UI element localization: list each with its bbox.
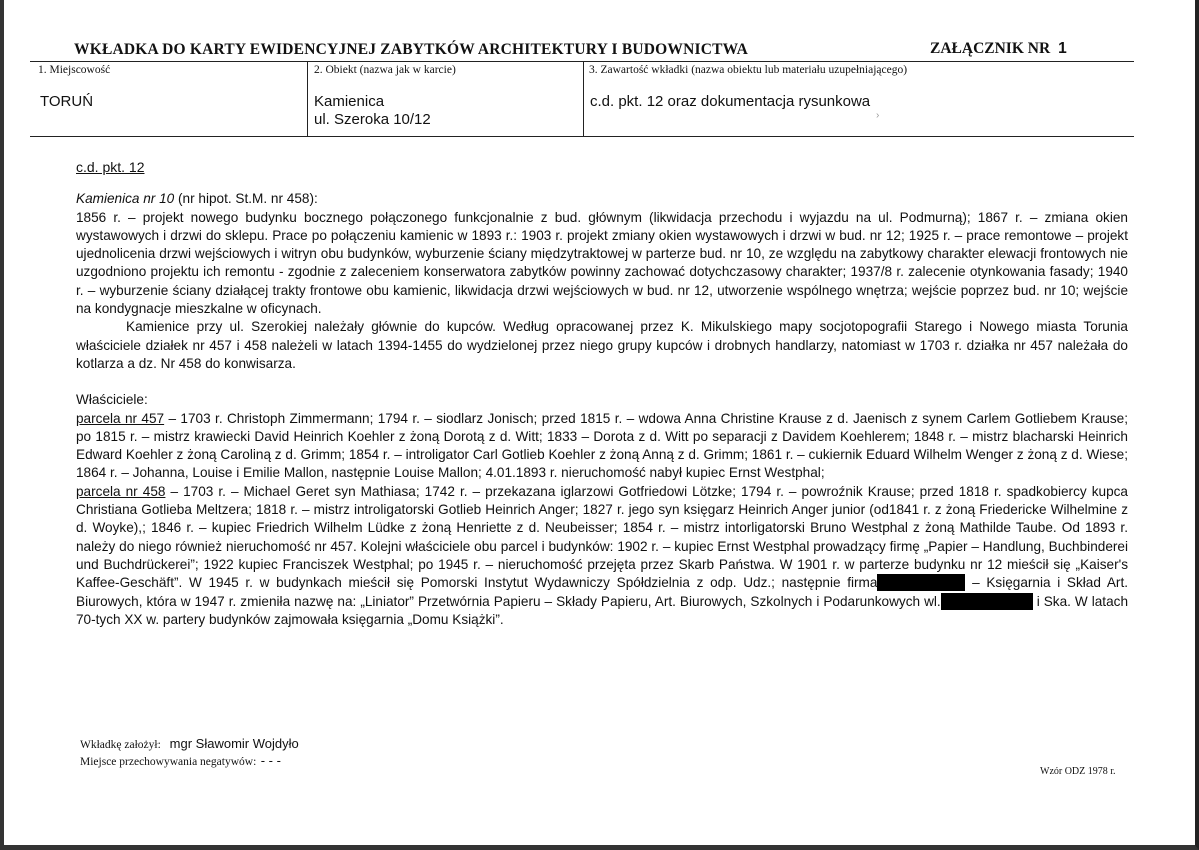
building-heading-rest: (nr hipot. St.M. nr 458): <box>174 191 318 207</box>
header-bottom-rule <box>30 136 1134 137</box>
parcel-458-text-2: – Księgarnia i Skład Art. Biurowych, która w 1947 r. zmieniła nazwę na: „Liniator” Przetwórnia Papieru – Składy Papieru, Art. Biurowych, Szkolnych i Podarunkowych wl. <box>76 575 1128 609</box>
form-code: Wzór ODZ 1978 r. <box>1040 766 1116 777</box>
parcel-458-text: – 1703 r. – Michael Geret syn Mathiasa; 1742 r. – przekazana iglarzowi Gotfriedowi Lötzke; 1794 r. – powroźnik Krause; przed 1818 r. spadkobiercy kupca Christiana Gotlieba Meltzera; 1818 r. – mistrz introligatorski Gotlieb Heinrich Anger; 1827 r. jego syn księgarz Heinrich Anger junior (od1841 r. z żoną Friedericke Wilhelmine z d. Woyke),; 1846 r. – kupiec Friedrich Wilhelm Lüdke z żoną Henriette z d. Neubeisser; 1854 r. – mistrz intorligatorski Bruno Westphal z żoną Mathilde Taube. Od 1893 r. należy do niego również nieruchomość nr 457. Kolejni właściciele obu parcel i budynków: 1902 r. – kupiec Ernst Westphal prowadzący firmę „Papier – Handlung, Buchbinderei und Buchdrückerei”; 1922 kupiec Franciszek Westphal; po 1945 r. – nieruchomość przejęta przez Skarb Państwa. W 1901 r. w parterze budynku nr 12 mieścił się „Kaiser's Kaffee-Geschäft”. W 1945 r. w budynkach mieścił się Pomorski Instytut Wydawniczy Spółdzielnia z odp. Udz.; następnie firma <box>76 483 1128 591</box>
attachment-number <box>930 40 1067 58</box>
parcel-457-text: – 1703 r. Christoph Zimmermann; 1794 r. – siodlarz Jonisch; przed 1815 r. – wdowa Anna Christine Krause z d. Jaenisch z synem Carlem Gotliebem Krause; po 1815 r. – mistrz krawiecki David Heinrich Koehler z żoną Dorotą z d. Witt; 1833 – Dorota z d. Witt po separacji z Davidem Koehlerem; 1848 r. – mistrz blacharski Heinrich Edward Koehler z żoną Caroliną z d. Grimm; 1854 r. – introligator Carl Gotlieb Koehler z żoną Anną z d. Grimm; 1861 r. – cukiernik Eduard Wilhelm Wenger z żoną z d. Wiese; 1864 r. – Johanna, Louise i Emilie Mallon, następnie Louise Mallon; 4.01.1893 r. nieruchomość nabył kupiec Ernst Westphal; <box>76 410 1128 481</box>
redaction-block <box>941 593 1033 610</box>
owners-context-paragraph: Kamienice przy ul. Szerokiej należały głównie do kupców. Według opracowanej przez K. Mikulskiego mapy socjotopografii Starego i Nowego miasta Torunia właściciele działek nr 457 i 458 należeli w latach 1394-1455 do wydzielonej przez niego grupy kupców i drobnych handlarzy, natomiast w 1703 r. działka nr 457 należała do kotlarza a dz. Nr 458 do konwisarza. <box>76 319 1128 371</box>
negatives-line <box>80 752 281 770</box>
owners-heading: Właściciele: <box>76 392 148 408</box>
parcel-458-label: parcela nr 458 <box>76 483 166 499</box>
parcel-457-paragraph <box>76 410 1128 483</box>
attachment-label: ZAŁĄCZNIK NR <box>930 40 1051 57</box>
header-top-rule <box>30 61 1134 62</box>
locality-label: 1. Miejscowość <box>38 64 111 76</box>
content-value: c.d. pkt. 12 oraz dokumentacja rysunkowa <box>590 93 871 110</box>
document-body <box>76 158 1128 629</box>
object-value-line1: Kamienica <box>314 93 385 110</box>
content-label: 3. Zawartość wkładki (nazwa obiektu lub materiału uzupełniającego) <box>589 64 908 76</box>
locality-value: TORUŃ <box>40 93 94 110</box>
object-label: 2. Obiekt (nazwa jak w karcie) <box>314 64 456 76</box>
founder-line <box>80 735 299 753</box>
column-divider-2 <box>583 61 584 137</box>
form-title: WKŁADKA DO KARTY EWIDENCYJNEJ ZABYTKÓW ARCHITEKTURY I BUDOWNICTWA <box>74 41 749 58</box>
negatives-label: Miejsce przechowywania negatywów: <box>80 756 257 768</box>
founder-value: mgr Sławomir Wojdyło <box>169 736 299 751</box>
building-name: Kamienica nr 10 <box>76 191 175 207</box>
continuation-heading: c.d. pkt. 12 <box>76 159 145 175</box>
scan-mark: › <box>876 110 880 121</box>
history-paragraph: 1856 r. – projekt nowego budynku bocznego połączonego funkcjonalnie z bud. głównym (likwidacja przechodu i wyjazdu na ul. Podmurną); 1867 r. – zmiana okien wystawowych i drzwi do sklepu. Prace po połączeniu kamienic w 1893 r.: 1903 r. projekt zmiany okien wystawowych i drzwi w bud. nr 12; 1925 r. – prace remontowe – projekt ujednolicenia drzwi wejściowych i witryn obu budynków, wyburzenie ściany międzytraktowej w parterze bud. nr 10, ze względu na zabytkowy charakter elewacji frontowych nie uzgodniono projektu ich remontu - zgodnie z zaleceniem konserwatora zabytków powinny zachować dotychczasowy charakter; 1937/8 r. zalecenie otynkowania fasady; 1940 r. – wyburzenie ściany działącej trakty frontowe obu kamienic, likwidacja drzwi wejściowych w bud. nr 12, utworzenie wspólnego wnętrza; wejście poprzez bud. nr 10; wejście na kondygnacje mieszkalne w oficynach. <box>76 209 1128 317</box>
attachment-number-value: 1 <box>1058 40 1067 57</box>
object-value-line2: ul. Szeroka 10/12 <box>314 111 431 128</box>
negatives-value: - - - <box>260 753 281 768</box>
spacer <box>76 373 1128 391</box>
redaction-block <box>877 574 965 591</box>
parcel-457-label: parcela nr 457 <box>76 410 165 426</box>
parcel-458-text-3: i Ska. W latach 70-tych XX w. partery budynków zajmowała księgarnia „Domu Książki”. <box>76 593 1129 627</box>
parcel-458-paragraph <box>76 483 1128 629</box>
founder-label: Wkładkę założył: <box>80 739 161 751</box>
column-divider-1 <box>307 61 308 137</box>
building-heading <box>76 190 1128 208</box>
